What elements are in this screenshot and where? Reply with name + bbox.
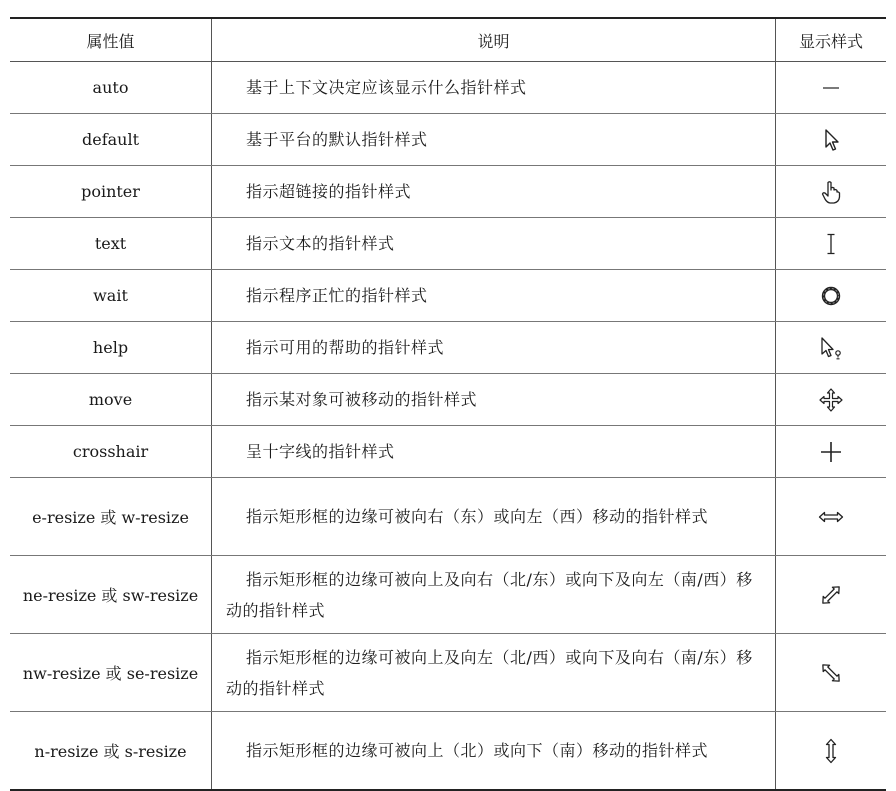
table-row <box>10 478 886 556</box>
cell-value: auto <box>10 62 212 114</box>
cell-description: 指示文本的指针样式 <box>212 218 776 270</box>
table-row <box>10 634 886 712</box>
cell-value: e-resize 或 w-resize <box>10 478 212 556</box>
cell-value: wait <box>10 270 212 322</box>
header-description: 说明 <box>212 18 776 62</box>
table-row <box>10 270 886 322</box>
cell-value: ne-resize 或 sw-resize <box>10 556 212 634</box>
horizontal-resize-icon <box>818 504 844 530</box>
cursor-style-table <box>10 17 886 791</box>
table-row <box>10 322 886 374</box>
nw-se-resize-icon <box>818 660 844 686</box>
table-row <box>10 166 886 218</box>
move-cross-icon <box>818 387 844 413</box>
cell-description: 指示可用的帮助的指针样式 <box>212 322 776 374</box>
cell-description: 指示矩形框的边缘可被向上及向左（北/西）或向下及向右（南/东）移动的指针样式 <box>212 634 776 712</box>
cell-value: nw-resize 或 se-resize <box>10 634 212 712</box>
cell-description: 指示程序正忙的指针样式 <box>212 270 776 322</box>
table-row <box>10 374 886 426</box>
cell-description: 基于上下文决定应该显示什么指针样式 <box>212 62 776 114</box>
none-dash-icon <box>818 75 844 101</box>
help-cursor-icon <box>818 335 844 361</box>
vertical-resize-icon <box>818 738 844 764</box>
cell-value: pointer <box>10 166 212 218</box>
cell-value: text <box>10 218 212 270</box>
table-row <box>10 62 886 114</box>
header-value: 属性值 <box>10 18 212 62</box>
table-row <box>10 218 886 270</box>
crosshair-icon <box>818 439 844 465</box>
cell-description: 指示矩形框的边缘可被向上及向右（北/东）或向下及向左（南/西）移动的指针样式 <box>212 556 776 634</box>
hand-pointer-icon <box>818 179 844 205</box>
cell-value: crosshair <box>10 426 212 478</box>
table-row <box>10 426 886 478</box>
table-header-row <box>10 18 886 62</box>
cell-description: 指示超链接的指针样式 <box>212 166 776 218</box>
i-beam-icon <box>818 231 844 257</box>
cell-description: 指示某对象可被移动的指针样式 <box>212 374 776 426</box>
cell-value: n-resize 或 s-resize <box>10 712 212 791</box>
cell-description: 基于平台的默认指针样式 <box>212 114 776 166</box>
cell-value: move <box>10 374 212 426</box>
cell-description: 指示矩形框的边缘可被向上（北）或向下（南）移动的指针样式 <box>212 712 776 791</box>
header-display: 显示样式 <box>776 18 887 62</box>
cell-value: default <box>10 114 212 166</box>
table-row <box>10 114 886 166</box>
busy-ring-icon <box>818 283 844 309</box>
table-row <box>10 712 886 791</box>
cell-value: help <box>10 322 212 374</box>
arrow-cursor-icon <box>818 127 844 153</box>
cell-description: 指示矩形框的边缘可被向右（东）或向左（西）移动的指针样式 <box>212 478 776 556</box>
cell-description: 呈十字线的指针样式 <box>212 426 776 478</box>
table-row <box>10 556 886 634</box>
ne-sw-resize-icon <box>818 582 844 608</box>
